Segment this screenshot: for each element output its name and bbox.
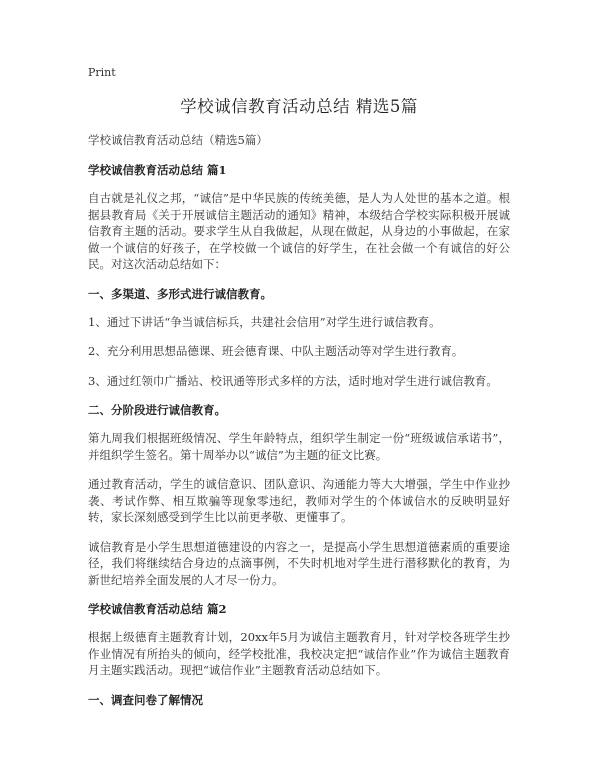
section-heading-multi-channel: 一、多渠道、多形式进行诚信教育。 bbox=[88, 286, 272, 301]
document-subtitle: 学校诚信教育活动总结（精选5篇） bbox=[88, 133, 268, 147]
list-item-3: 3、通过红领巾广播站、校讯通等形式多样的方法，适时地对学生进行诚信教育。 bbox=[88, 373, 498, 388]
list-item-2: 2、充分利用思想品德课、班会德育课、中队主题活动等对学生进行教育。 bbox=[88, 344, 464, 358]
document-title: 学校诚信教育活动总结 精选5篇 bbox=[180, 97, 418, 116]
section-heading-article-2: 学校诚信教育活动总结 篇2 bbox=[88, 602, 227, 616]
paragraph-results: 通过教育活动，学生的诚信意识、团队意识、沟通能力等大大增强，学生中作业抄袭、考试作弊、相互欺骗等现象零违纪，教师对学生的个体诚信水的反映明显好转，家长深刻感受到学生比以前更孝敬、更懂事了。 bbox=[88, 477, 510, 524]
section-heading-survey: 一、调查问卷了解情况 bbox=[88, 692, 203, 707]
section-heading-article-1: 学校诚信教育活动总结 篇1 bbox=[88, 163, 227, 177]
list-item-1: 1、通过下讲话“争当诚信标兵，共建社会信用”对学生进行诚信教育。 bbox=[88, 314, 441, 329]
section-heading-stages: 二、分阶段进行诚信教育。 bbox=[88, 403, 226, 417]
paragraph-conclusion: 诚信教育是小学生思想道德建设的内容之一，是提高小学生思想道德素质的重要途径，我们将继续结合身边的点滴事例，不失时机地对学生进行潜移默化的教育，为新世纪培养全面发展的人才尽一份力。 bbox=[88, 539, 510, 587]
print-link[interactable]: Print bbox=[88, 66, 116, 79]
paragraph-article-2-intro: 根据上级德育主题教育计划，20xx年5月为诚信主题教育月，针对学校各班学生抄作业情况有所抬头的倾向，经学校批准，我校决定把“诚信作业”作为诚信主题教育月主题实践活动。现把“诚信作业”主题教育活动总结如下。 bbox=[88, 630, 510, 677]
paragraph-stage-activities: 第九周我们根据班级情况、学生年龄特点，组织学生制定一份“班级诚信承诺书”，并组织学生签名。第十周举办以“诚信”为主题的征文比赛。 bbox=[88, 431, 510, 462]
paragraph-intro: 自古就是礼仪之邦，“诚信”是中华民族的传统美德，是人为人处世的基本之道。根据县教育局《关于开展诚信主题活动的通知》精神，本级结合学校实际积极开展诚信教育主题的活动。要求学生从自我做起，从现在做起，从身边的小事做起，在家做一个诚信的好孩子，在学校做一个诚信的好学生，在社会做一个有诚信的好公民。对这次活动总结如下： bbox=[88, 191, 510, 271]
